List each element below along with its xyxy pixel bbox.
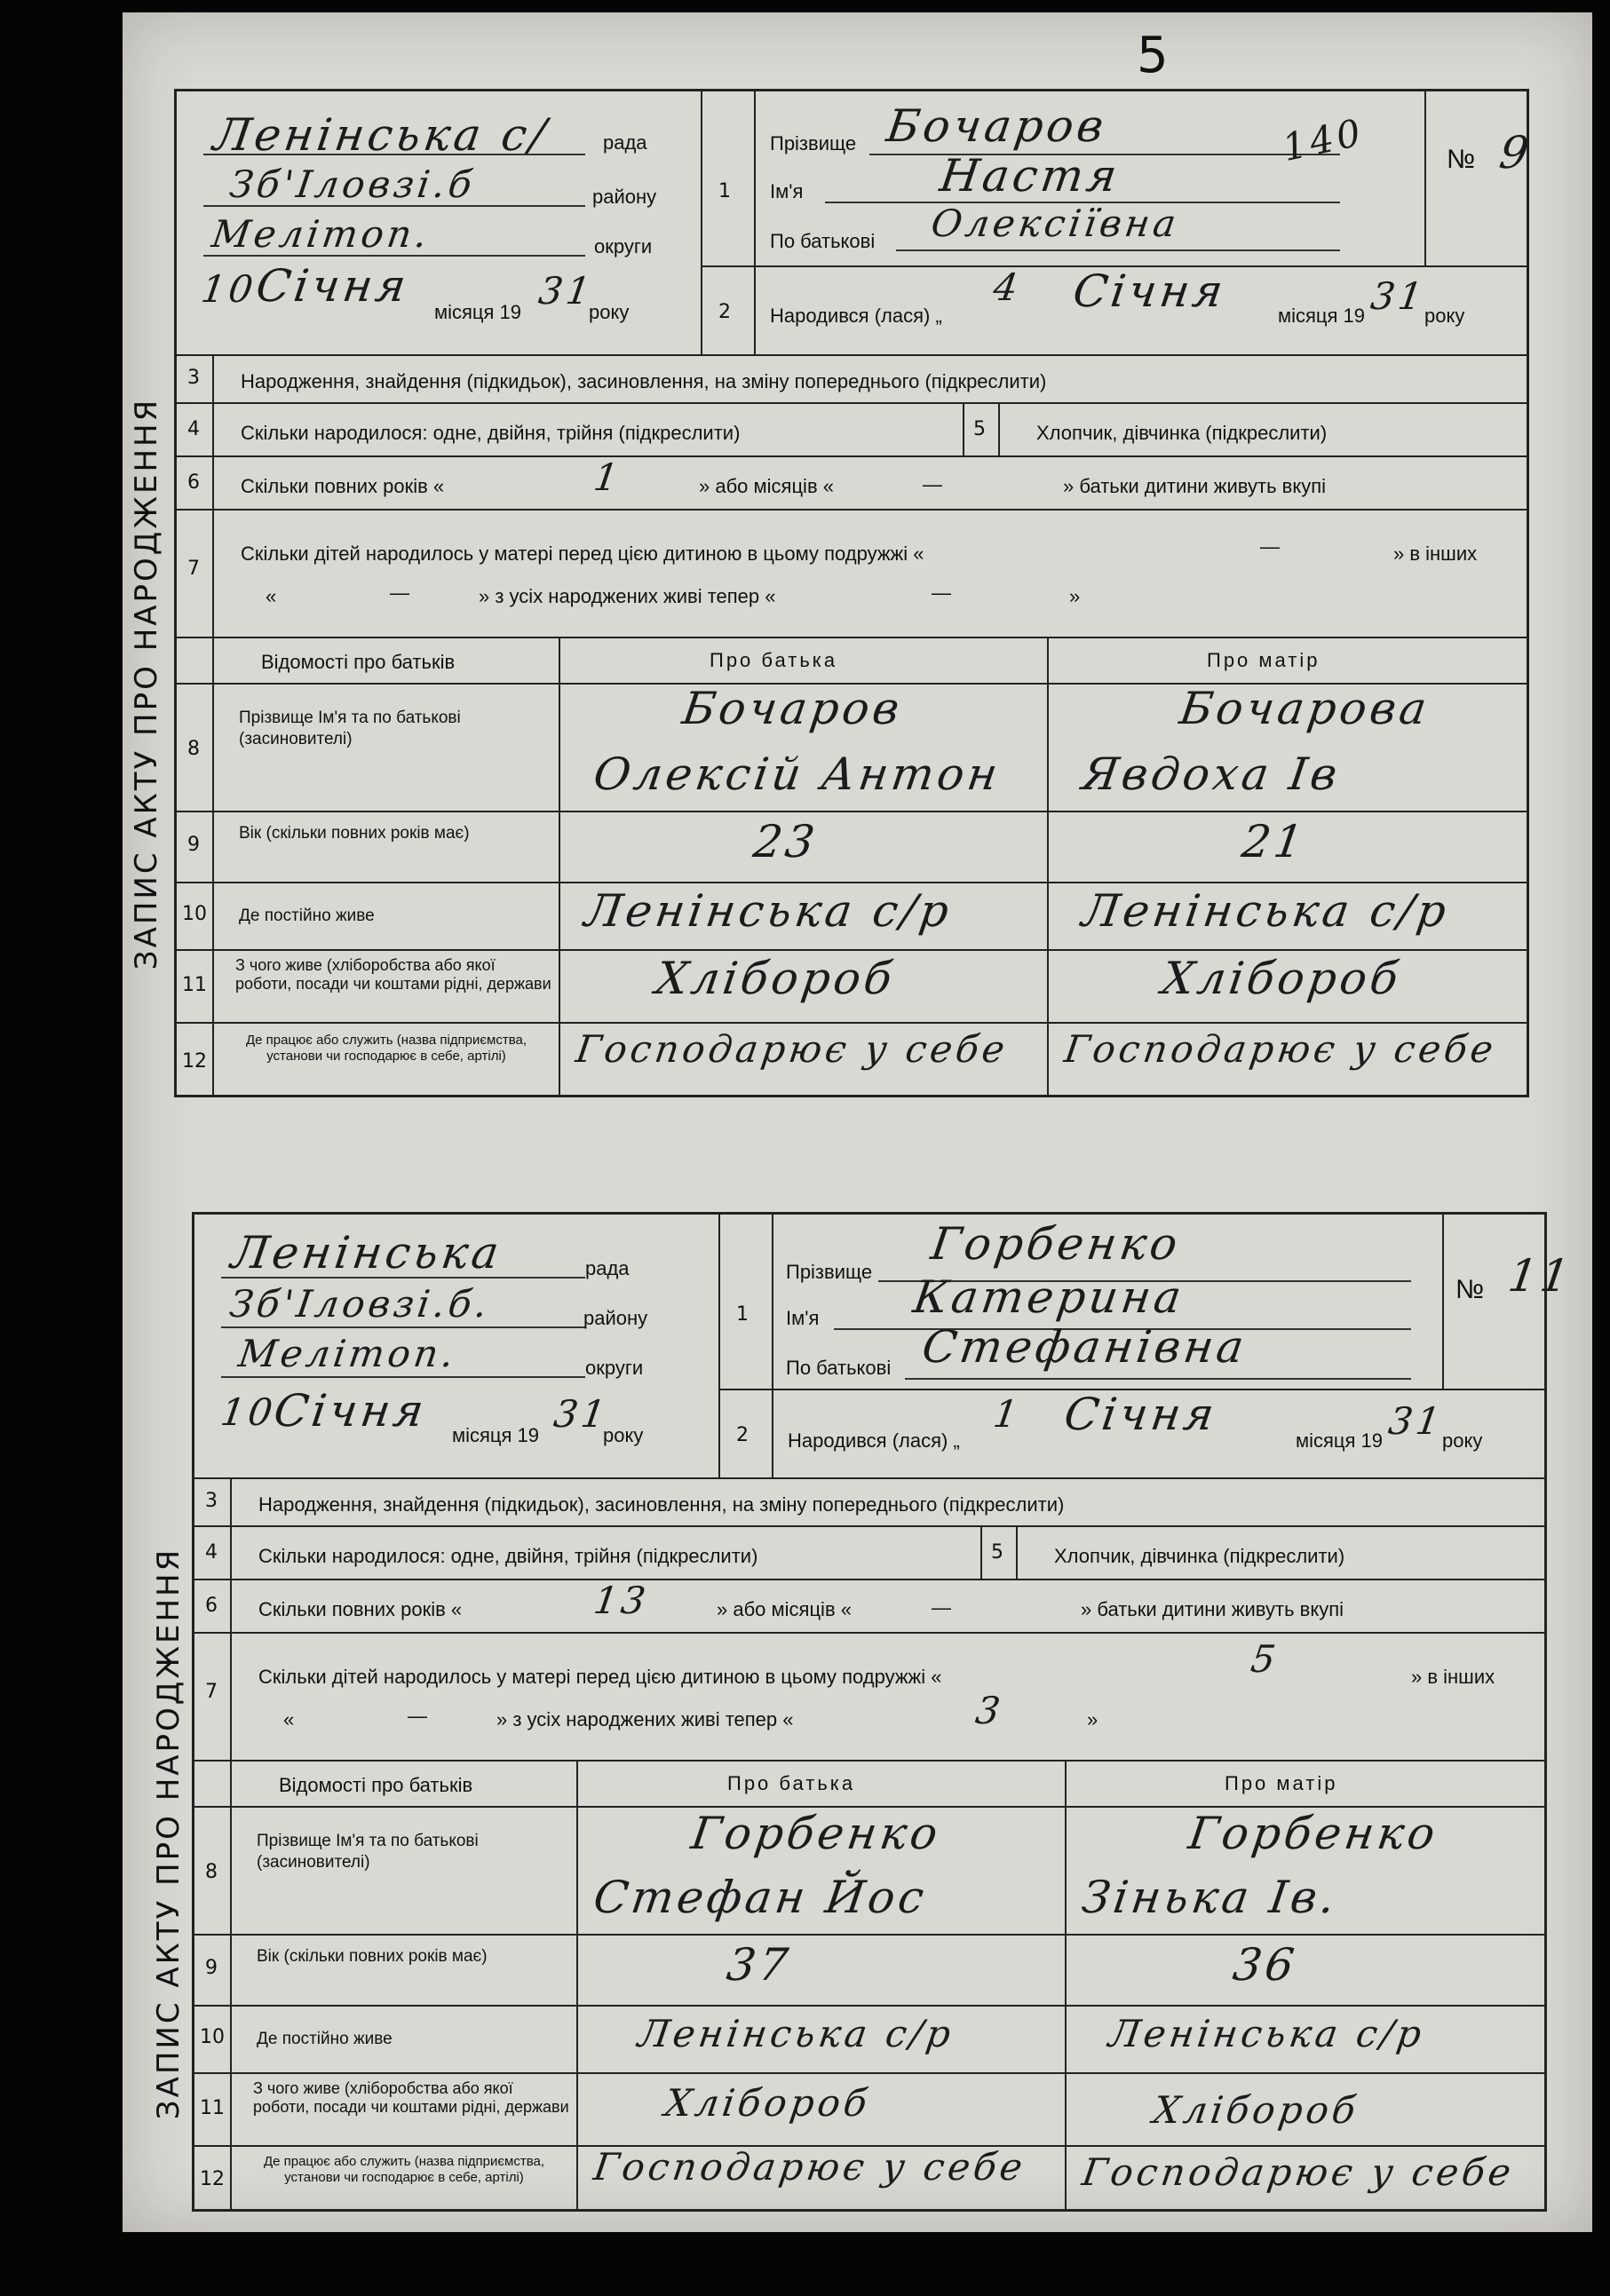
row3-label: Народження, знайдення (підкидьок), засиновлення, на зміну попереднього (підкреслити) bbox=[241, 370, 1047, 392]
father-age: 37 bbox=[723, 1939, 795, 1991]
row5-label: Хлопчик, дівчинка (підкреслити) bbox=[1054, 1545, 1345, 1567]
birth-day: 1 bbox=[990, 1392, 1025, 1436]
row3-label: Народження, знайдення (підкидьок), засиновлення, на зміну попереднього (підкреслити) bbox=[258, 1493, 1065, 1516]
father-residence: Ленінська с/р bbox=[581, 885, 956, 937]
years-together: 1 bbox=[591, 455, 625, 499]
father-surname: Горбенко bbox=[687, 1808, 945, 1859]
child-name: Катерина bbox=[909, 1271, 1188, 1323]
mother-age: 36 bbox=[1229, 1939, 1301, 1991]
father-work: Господарює у себе bbox=[591, 2145, 1029, 2189]
father-work: Господарює у себе bbox=[573, 1027, 1011, 1071]
rada-value: Ленінська с/ bbox=[210, 109, 552, 161]
father-name: Олексій Антон bbox=[590, 748, 1004, 800]
side-label: ЗАПИС АКТУ ПРО НАРОДЖЕННЯ bbox=[129, 397, 164, 970]
record-number: 9 bbox=[1495, 127, 1535, 178]
children-before: 5 bbox=[1248, 1637, 1282, 1681]
mother-work: Господарює у себе bbox=[1079, 2150, 1518, 2194]
stamp-number: 140 bbox=[1278, 109, 1368, 170]
child-patronymic: Олексіївна bbox=[928, 202, 1183, 245]
reg-month: Січня bbox=[252, 260, 413, 312]
father-name: Стефан Йос bbox=[590, 1872, 931, 1923]
reg-day: 10 bbox=[198, 267, 259, 311]
father-occupation: Хлібороб bbox=[662, 2081, 874, 2125]
okrug-value: Мелітоп. bbox=[209, 212, 434, 256]
father-surname: Бочаров bbox=[678, 683, 907, 734]
birth-year: 31 bbox=[1385, 1399, 1447, 1443]
row5-label: Хлопчик, дівчинка (підкреслити) bbox=[1036, 422, 1328, 444]
mother-surname: Горбенко bbox=[1185, 1808, 1442, 1859]
page-number: 5 bbox=[1137, 27, 1169, 84]
mother-surname: Бочарова bbox=[1176, 683, 1433, 734]
mother-occupation: Хлібороб bbox=[1150, 2088, 1362, 2132]
child-surname: Горбенко bbox=[927, 1218, 1185, 1270]
child-patronymic: Стефанівна bbox=[918, 1321, 1251, 1373]
years-together: 13 bbox=[591, 1579, 652, 1622]
reg-year: 31 bbox=[535, 269, 597, 313]
child-surname: Бочаров bbox=[883, 100, 1111, 152]
record-number: 11 bbox=[1504, 1250, 1576, 1302]
mother-occupation: Хлібороб bbox=[1158, 953, 1405, 1004]
father-age: 23 bbox=[749, 816, 821, 867]
birth-record-2: Ленінська рада Зб'Іловзі.б. району Мелітоп. округи 10 Січня місяця 19 31 року 1 2 Прізвище Горбенко Ім'я Катерина По батькові Стефанівна Народився (лася) „ 1 Січня місяця 19 31 року № 11 3 Народження, знайдення (підкидьок), засиновлення, на зміну попереднього (підкреслити) 4 Скільки народилося: одне, двійня, трійня (підкреслити) 5 Хлопчик, дівчинка (підкреслити) 6 Скільки повних років « 13 » або місяців « — » батьки дитини живуть вкупі 7 Скільки дітей народилось у матері перед цією дитиною в цьому подружжі « 5 » в інших « — » з усіх народжених живі тепер « 3 » Відомості про батьків Про батька Про матір 8 Прізвище Ім'я та по батькові (засиновителі) Горбенко Стефан Йос Горбенко Зінька Ів. 9 Вік (скільки повних років має) 37 36 10 Де постійно живе Ленінська с/р Ленінська с/р 11 З чого живе (хліборобства або якої роботи, посади чи коштами рідні, держави Хлібороб Хлібороб 12 Де працює або служить (назва підприємства, установи чи господарює в себе, артілі) Господарює у себе Господарює у себе bbox=[192, 1212, 1547, 2212]
raion-value: Зб'Іловзі.б. bbox=[226, 1282, 494, 1326]
rada-value: Ленінська bbox=[227, 1227, 506, 1279]
reg-day: 10 bbox=[218, 1390, 279, 1434]
raion-value: Зб'Іловзі.б bbox=[226, 162, 479, 206]
mother-residence: Ленінська с/р bbox=[1078, 885, 1453, 937]
birth-day: 4 bbox=[990, 265, 1025, 309]
row4-label: Скільки народилося: одне, двійня, трійня (підкреслити) bbox=[258, 1545, 758, 1567]
mother-name: Зінька Ів. bbox=[1078, 1872, 1342, 1923]
mother-name: Явдоха Ів bbox=[1078, 748, 1344, 800]
father-occupation: Хлібороб bbox=[652, 953, 899, 1004]
mother-work: Господарює у себе bbox=[1061, 1027, 1500, 1071]
birth-year: 31 bbox=[1368, 274, 1429, 318]
birth-month: Січня bbox=[1069, 265, 1230, 317]
mother-age: 21 bbox=[1238, 816, 1310, 867]
birth-record-1: Ленінська с/ рада Зб'Іловзі.б району Мелітоп. округи 10 Січня місяця 19 31 року 1 2 Прізвище Бочаров 140 Ім'я Настя По батькові Олексіївна Народився (лася) „ 4 Січня місяця 19 31 року № 9 3 Народження, знайдення (підкидьок), засиновлення, на зміну попереднього (підкреслити) 4 Скільки народилося: одне, двійня, трійня (підкреслити) 5 Хлопчик, дівчинка (підкреслити) 6 Скільки повних років « 1 » або місяців « — » батьки дитини живуть вкупі 7 Скільки дітей народилось у матері перед цією дитиною в цьому подружжі « — » в інших « — » з усіх народжених живі тепер « — » Відомості про батьків Про батька Про матір 8 Прізвище Ім'я та по батькові (засиновителі) Бочаров Олексій Антон Бочарова Явдоха Ів 9 Вік (скільки повних років має) 23 21 10 Де постійно живе Ленінська с/р Ленінська с/р 11 З чого живе (хліборобства або якої роботи, посади чи коштами рідні, держави Хлібороб Хлібороб 12 Де працює або служить (назва підприємства, установи чи господарює в себе, артілі) Господарює у себе Господарює у себе bbox=[174, 89, 1529, 1097]
reg-month: Січня bbox=[270, 1385, 431, 1437]
birth-month: Січня bbox=[1060, 1389, 1221, 1440]
child-name: Настя bbox=[936, 150, 1124, 202]
row4-label: Скільки народилося: одне, двійня, трійня (підкреслити) bbox=[241, 422, 741, 444]
okrug-value: Мелітоп. bbox=[235, 1332, 461, 1375]
alive-count: 3 bbox=[972, 1689, 1007, 1732]
father-residence: Ленінська с/р bbox=[635, 2012, 957, 2055]
mother-residence: Ленінська с/р bbox=[1106, 2012, 1428, 2055]
side-label: ЗАПИС АКТУ ПРО НАРОДЖЕННЯ bbox=[151, 1547, 186, 2120]
reg-year: 31 bbox=[551, 1392, 612, 1436]
